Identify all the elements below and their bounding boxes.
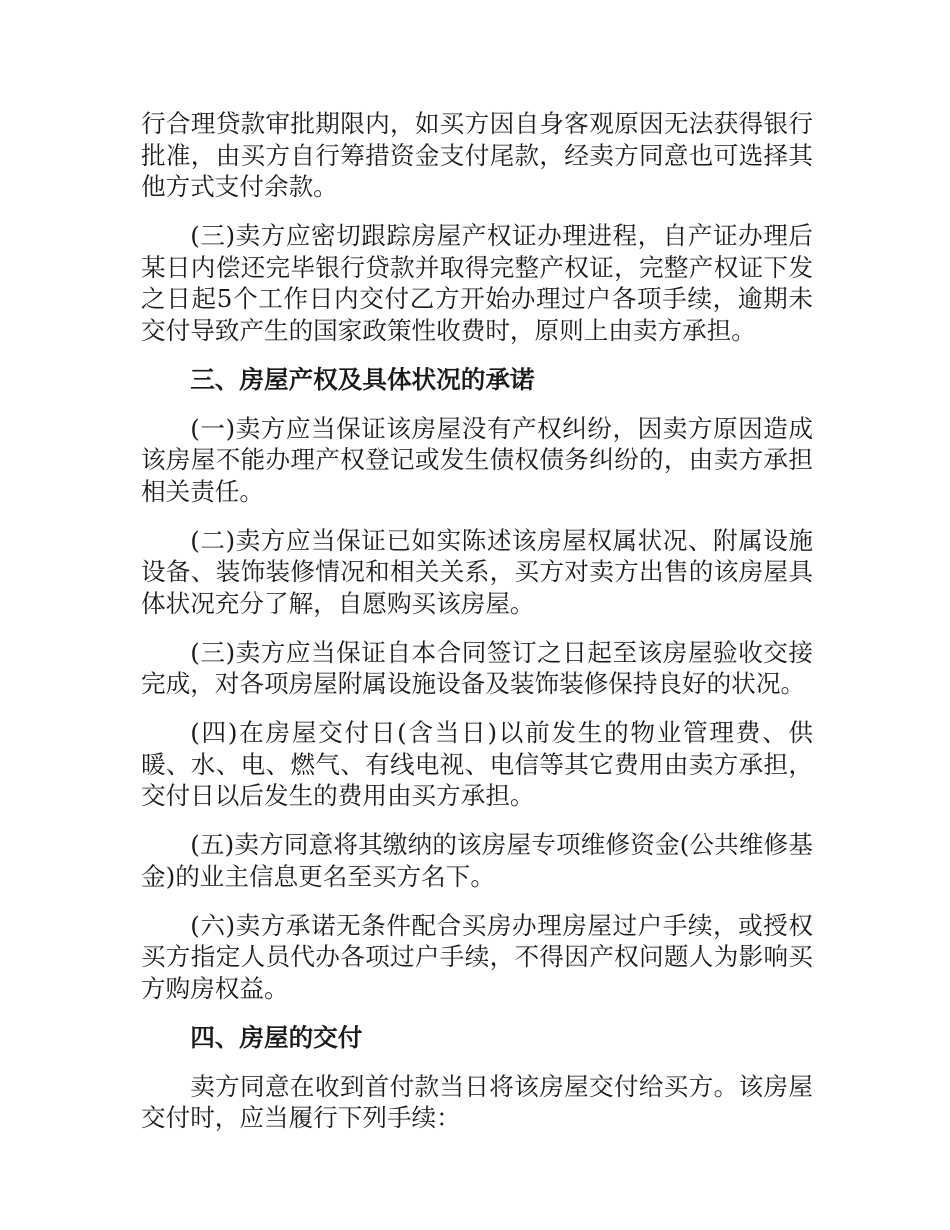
paragraph-clause-3-2: (二)卖方应当保证已如实陈述该房屋权属状况、附属设施设备、装饰装修情况和相关关系，买方对卖方出售的该房屋具体状况充分了解，自愿购买该房屋。: [141, 525, 813, 618]
paragraph-clause-2-3: (三)卖方应密切跟踪房屋产权证办理进程，自产证办理后某日内偿还完毕银行贷款并取得完整产权证，完整产权证下发之日起5个工作日内交付乙方开始办理过户各项手续，逾期未交付导致产生的国家政策性收费时，原则上由卖方承担。: [141, 221, 813, 345]
paragraph-clause-3-6: (六)卖方承诺无条件配合买房办理房屋过户手续，或授权买方指定人员代办各项过户手续，不得因产权问题人为影响买方购房权益。: [141, 910, 813, 1003]
document-body: [141, 108, 813, 1151]
paragraph-clause-3-4: (四)在房屋交付日(含当日)以前发生的物业管理费、供暖、水、电、燃气、有线电视、电信等其它费用由卖方承担，交付日以后发生的费用由买方承担。: [141, 718, 813, 810]
paragraph-clause-3-3: (三)卖方应当保证自本合同签订之日起至该房屋验收交接完成，对各项房屋附属设施设备及装饰装修保持良好的状况。: [141, 637, 813, 698]
paragraph-continuation: 行合理贷款审批期限内，如买方因自身客观原因无法获得银行批准，由买方自行筹措资金支付尾款，经卖方同意也可选择其他方式支付余款。: [141, 109, 813, 201]
paragraph-clause-3-1: (一)卖方应当保证该房屋没有产权纠纷，因卖方原因造成该房屋不能办理产权登记或发生债权债务纠纷的，由卖方承担相关责任。: [141, 413, 813, 506]
section-heading-3: 三、房屋产权及具体状况的承诺: [190, 364, 535, 394]
paragraph-clause-3-5: (五)卖方同意将其缴纳的该房屋专项维修资金(公共维修基金)的业主信息更名至买方名下。: [141, 830, 813, 891]
section-heading-4: 四、房屋的交付: [190, 1022, 363, 1052]
paragraph-clause-4-intro: 卖方同意在收到首付款当日将该房屋交付给买方。该房屋交付时，应当履行下列手续：: [141, 1071, 813, 1132]
